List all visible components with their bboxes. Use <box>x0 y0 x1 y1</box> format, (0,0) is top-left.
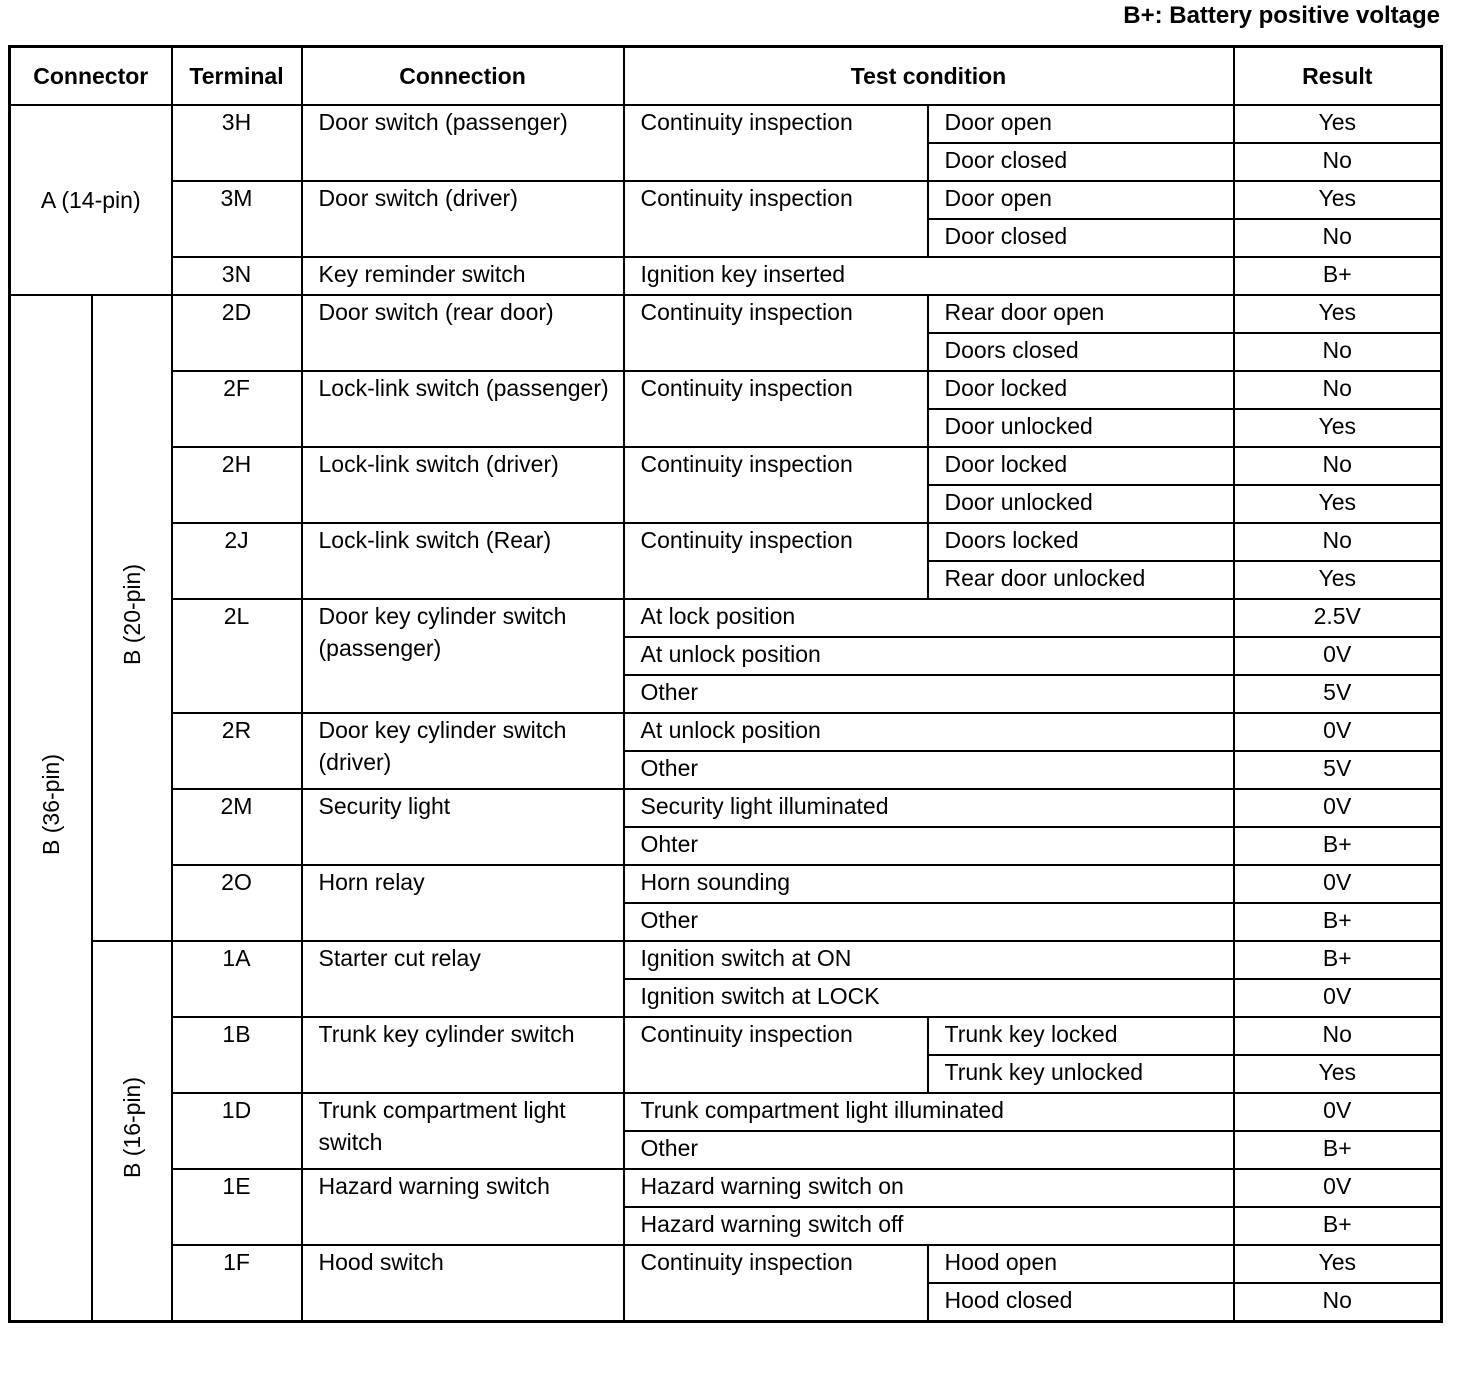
condition-cell: Other <box>624 903 1234 941</box>
condition-cell: Hazard warning switch on <box>624 1169 1234 1207</box>
connection-cell: Starter cut relay <box>302 941 624 1017</box>
result-cell: No <box>1234 219 1442 257</box>
result-cell: No <box>1234 371 1442 409</box>
connector-b-16pin <box>92 941 172 1322</box>
condition-cell: Horn sounding <box>624 865 1234 903</box>
table-row <box>10 371 1442 409</box>
result-cell: No <box>1234 333 1442 371</box>
connection-cell: Door switch (rear door) <box>302 295 624 371</box>
connection-cell: Door key cylinder switch (driver) <box>302 713 624 789</box>
condition-cell: Door open <box>928 181 1234 219</box>
condition-cell: Trunk key locked <box>928 1017 1234 1055</box>
result-cell: B+ <box>1234 941 1442 979</box>
table-row <box>10 789 1442 827</box>
result-cell: B+ <box>1234 1207 1442 1245</box>
connector-b-20pin <box>92 295 172 941</box>
header-terminal: Terminal <box>172 47 302 106</box>
result-cell: 5V <box>1234 751 1442 789</box>
condition-cell: Hood closed <box>928 1283 1234 1322</box>
connection-cell: Trunk key cylinder switch <box>302 1017 624 1093</box>
condition-cell: Door unlocked <box>928 485 1234 523</box>
table-row <box>10 599 1442 637</box>
condition-cell: At unlock position <box>624 637 1234 675</box>
result-cell: No <box>1234 1017 1442 1055</box>
connection-cell: Key reminder switch <box>302 257 624 295</box>
condition-cell: Rear door open <box>928 295 1234 333</box>
condition-cell: At unlock position <box>624 713 1234 751</box>
test-cell: Continuity inspection <box>624 1245 928 1322</box>
header-result: Result <box>1234 47 1442 106</box>
terminal-cell: 2D <box>172 295 302 371</box>
test-cell: Continuity inspection <box>624 1017 928 1093</box>
connection-cell: Hazard warning switch <box>302 1169 624 1245</box>
terminal-cell: 2L <box>172 599 302 713</box>
result-cell: 0V <box>1234 865 1442 903</box>
condition-cell: Doors locked <box>928 523 1234 561</box>
header-connector: Connector <box>10 47 172 106</box>
terminal-cell: 1B <box>172 1017 302 1093</box>
condition-cell: Other <box>624 1131 1234 1169</box>
table-row <box>10 257 1442 295</box>
terminal-cell: 1E <box>172 1169 302 1245</box>
test-cell: Continuity inspection <box>624 523 928 599</box>
condition-cell: Doors closed <box>928 333 1234 371</box>
terminal-cell: 3M <box>172 181 302 257</box>
table-row <box>10 1093 1442 1131</box>
inspection-table <box>8 45 1443 1323</box>
condition-cell: Door closed <box>928 143 1234 181</box>
result-cell: Yes <box>1234 485 1442 523</box>
table-row <box>10 181 1442 219</box>
condition-cell: Ignition switch at LOCK <box>624 979 1234 1017</box>
terminal-cell: 2M <box>172 789 302 865</box>
table-row <box>10 1169 1442 1207</box>
result-cell: 2.5V <box>1234 599 1442 637</box>
header-test-condition: Test condition <box>624 47 1234 106</box>
terminal-cell: 3H <box>172 105 302 181</box>
result-cell: 0V <box>1234 979 1442 1017</box>
condition-cell: Ohter <box>624 827 1234 865</box>
connector-b-36pin <box>10 295 92 1322</box>
connection-cell: Door switch (driver) <box>302 181 624 257</box>
result-cell: Yes <box>1234 105 1442 143</box>
condition-cell: Hood open <box>928 1245 1234 1283</box>
condition-cell: Ignition switch at ON <box>624 941 1234 979</box>
condition-cell: Door unlocked <box>928 409 1234 447</box>
connection-cell: Hood switch <box>302 1245 624 1322</box>
connection-cell: Trunk compartment light switch <box>302 1093 624 1169</box>
connection-cell: Lock-link switch (driver) <box>302 447 624 523</box>
test-cell: Continuity inspection <box>624 181 928 257</box>
test-cell: Continuity inspection <box>624 371 928 447</box>
connection-cell: Door key cylinder switch (passenger) <box>302 599 624 713</box>
table-row <box>10 865 1442 903</box>
terminal-cell: 2J <box>172 523 302 599</box>
result-cell: 5V <box>1234 675 1442 713</box>
result-cell: No <box>1234 523 1442 561</box>
result-cell: B+ <box>1234 257 1442 295</box>
condition-cell: At lock position <box>624 599 1234 637</box>
connection-cell: Security light <box>302 789 624 865</box>
terminal-cell: 1A <box>172 941 302 1017</box>
condition-cell: Ignition key inserted <box>624 257 1234 295</box>
connection-cell: Horn relay <box>302 865 624 941</box>
terminal-cell: 1F <box>172 1245 302 1322</box>
condition-cell: Security light illuminated <box>624 789 1234 827</box>
terminal-cell: 3N <box>172 257 302 295</box>
terminal-cell: 2R <box>172 713 302 789</box>
connector-b-36pin-label: B (36-pin) <box>37 753 64 855</box>
table-row <box>10 523 1442 561</box>
result-cell: 0V <box>1234 713 1442 751</box>
table-row <box>10 941 1442 979</box>
connector-b-16pin-label: B (16-pin) <box>118 1076 145 1178</box>
result-cell: B+ <box>1234 827 1442 865</box>
condition-cell: Door locked <box>928 371 1234 409</box>
result-cell: Yes <box>1234 295 1442 333</box>
connector-a-14pin: A (14-pin) <box>10 105 172 295</box>
result-cell: B+ <box>1234 903 1442 941</box>
condition-cell: Door open <box>928 105 1234 143</box>
result-cell: Yes <box>1234 1245 1442 1283</box>
header-row <box>10 47 1442 106</box>
connector-b-20pin-label: B (20-pin) <box>118 563 145 665</box>
condition-cell: Trunk key unlocked <box>928 1055 1234 1093</box>
terminal-cell: 2H <box>172 447 302 523</box>
condition-cell: Rear door unlocked <box>928 561 1234 599</box>
terminal-cell: 2F <box>172 371 302 447</box>
result-cell: No <box>1234 143 1442 181</box>
condition-cell: Door locked <box>928 447 1234 485</box>
result-cell: Yes <box>1234 181 1442 219</box>
result-cell: No <box>1234 1283 1442 1322</box>
condition-cell: Other <box>624 751 1234 789</box>
result-cell: Yes <box>1234 1055 1442 1093</box>
result-cell: Yes <box>1234 561 1442 599</box>
result-cell: 0V <box>1234 637 1442 675</box>
connection-cell: Lock-link switch (Rear) <box>302 523 624 599</box>
result-cell: 0V <box>1234 1169 1442 1207</box>
condition-cell: Trunk compartment light illuminated <box>624 1093 1234 1131</box>
table-row <box>10 1017 1442 1055</box>
battery-note: B+: Battery positive voltage <box>1123 2 1440 29</box>
result-cell: B+ <box>1234 1131 1442 1169</box>
connection-cell: Lock-link switch (passenger) <box>302 371 624 447</box>
condition-cell: Door closed <box>928 219 1234 257</box>
connection-cell: Door switch (passenger) <box>302 105 624 181</box>
test-cell: Continuity inspection <box>624 447 928 523</box>
table-row <box>10 295 1442 333</box>
terminal-cell: 1D <box>172 1093 302 1169</box>
header-connection: Connection <box>302 47 624 106</box>
test-cell: Continuity inspection <box>624 295 928 371</box>
condition-cell: Hazard warning switch off <box>624 1207 1234 1245</box>
result-cell: Yes <box>1234 409 1442 447</box>
result-cell: 0V <box>1234 789 1442 827</box>
result-cell: No <box>1234 447 1442 485</box>
table-row <box>10 447 1442 485</box>
table-row <box>10 1245 1442 1283</box>
condition-cell: Other <box>624 675 1234 713</box>
result-cell: 0V <box>1234 1093 1442 1131</box>
table-row <box>10 105 1442 143</box>
terminal-cell: 2O <box>172 865 302 941</box>
test-cell: Continuity inspection <box>624 105 928 181</box>
table-row <box>10 713 1442 751</box>
